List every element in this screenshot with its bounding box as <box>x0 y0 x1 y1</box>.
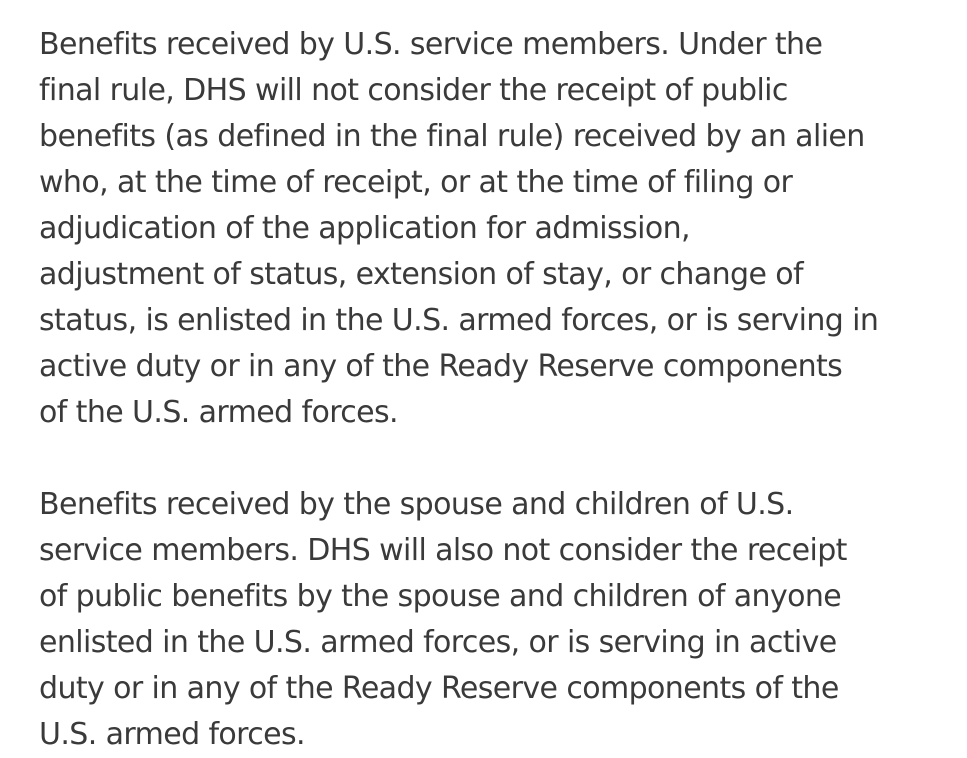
text-line: active duty or in any of the Ready Reserve components <box>39 349 843 384</box>
text-line: final rule, DHS will not consider the receipt of public <box>39 73 788 108</box>
text-line: adjudication of the application for admission, <box>39 211 690 246</box>
text-line: of the U.S. armed forces. <box>39 395 398 430</box>
text-line: service members. DHS will also not consider the receipt <box>39 533 847 568</box>
text-line: benefits (as defined in the final rule) received by an alien <box>39 119 865 154</box>
text-line: U.S. armed forces. <box>39 717 305 752</box>
paragraph-service-members <box>39 22 954 436</box>
paragraph-spouse-children <box>39 482 954 758</box>
text-line: duty or in any of the Ready Reserve components of the <box>39 671 839 706</box>
text-line: Benefits received by U.S. service members. Under the <box>39 27 823 62</box>
text-line: enlisted in the U.S. armed forces, or is serving in active <box>39 625 837 660</box>
text-line: adjustment of status, extension of stay, or change of <box>39 257 803 292</box>
text-line: of public benefits by the spouse and children of anyone <box>39 579 842 614</box>
text-line: who, at the time of receipt, or at the time of filing or <box>39 165 793 200</box>
document-body <box>39 22 954 758</box>
text-line: status, is enlisted in the U.S. armed forces, or is serving in <box>39 303 879 338</box>
text-line: Benefits received by the spouse and children of U.S. <box>39 487 794 522</box>
